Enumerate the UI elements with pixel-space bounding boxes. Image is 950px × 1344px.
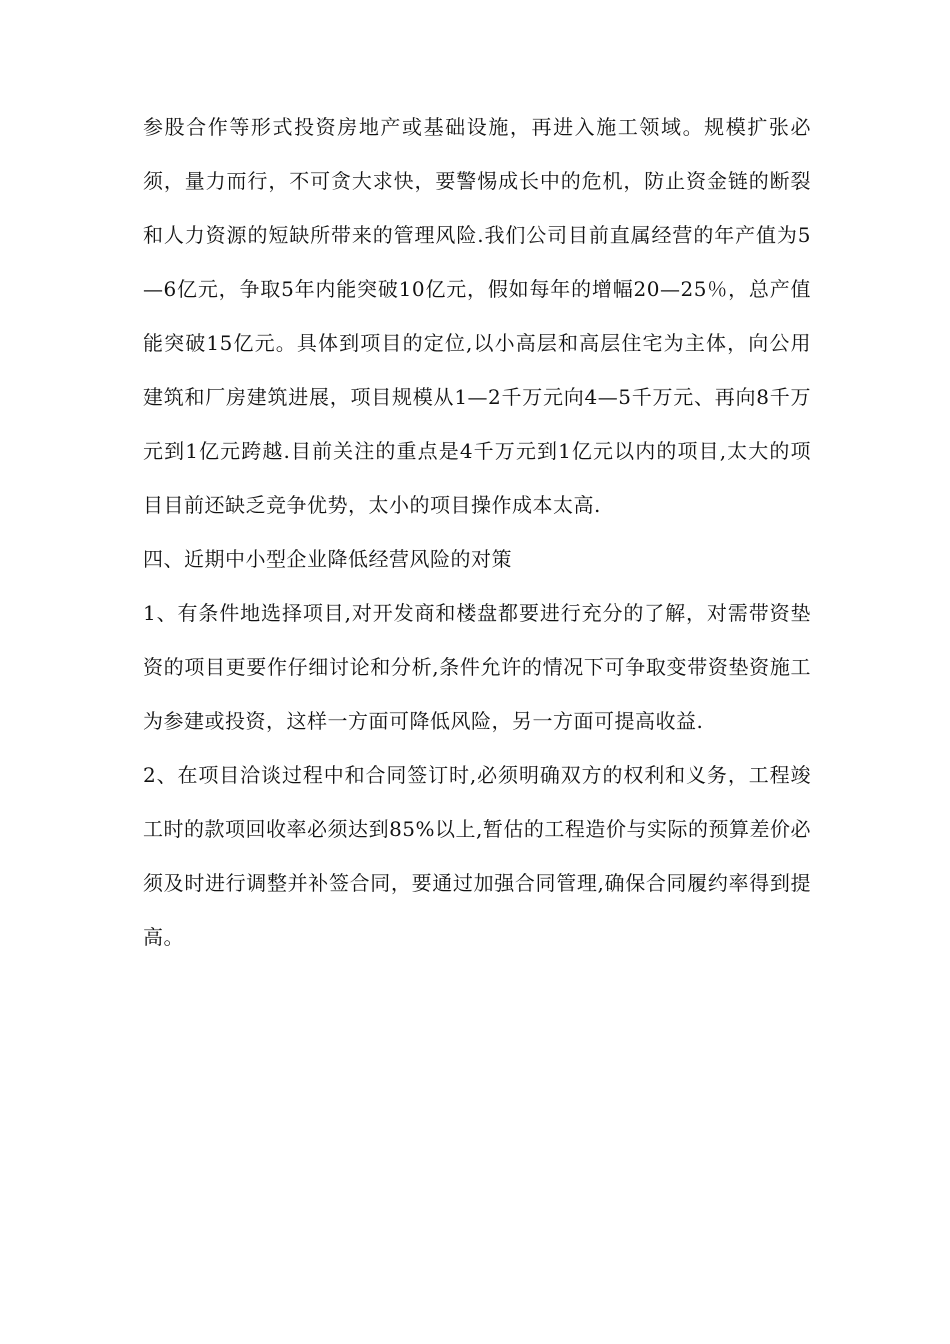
paragraph-item-1-project-selection: 1、有条件地选择项目,对开发商和楼盘都要进行充分的了解，对需带资垫资的项目更要作仔细讨论和分析,条件允许的情况下可争取变带资垫资施工为参建或投资，这样一方面可降低风险，另一方面可提高收益. bbox=[143, 601, 811, 733]
section-heading-risk-countermeasures: 四、近期中小型企业降低经营风险的对策 bbox=[143, 547, 512, 571]
paragraph-item-2-contract-management: 2、在项目洽谈过程中和合同签订时,必须明确双方的权利和义务，工程竣工时的款项回收率必须达到85%以上,暂估的工程造价与实际的预算差价必须及时进行调整并补签合同，要通过加强合同管理,确保合同履约率得到提高。 bbox=[143, 763, 811, 949]
paragraph-investment-scale: 参股合作等形式投资房地产或基础设施，再进入施工领域。规模扩张必须，量力而行，不可贪大求快，要警惕成长中的危机，防止资金链的断裂和人力资源的短缺所带来的管理风险.我们公司目前直属经营的年产值为5—6亿元，争取5年内能突破10亿元，假如每年的增幅20—25％，总产值能突破15亿元。具体到项目的定位,以小高层和高层住宅为主体，向公用建筑和厂房建筑进展，项目规模从1—2千万元向4—5千万元、再向8千万元到1亿元跨越.目前关注的重点是4千万元到1亿元以内的项目,太大的项目目前还缺乏竞争优势，太小的项目操作成本太高. bbox=[143, 115, 811, 517]
document-body bbox=[143, 100, 811, 964]
